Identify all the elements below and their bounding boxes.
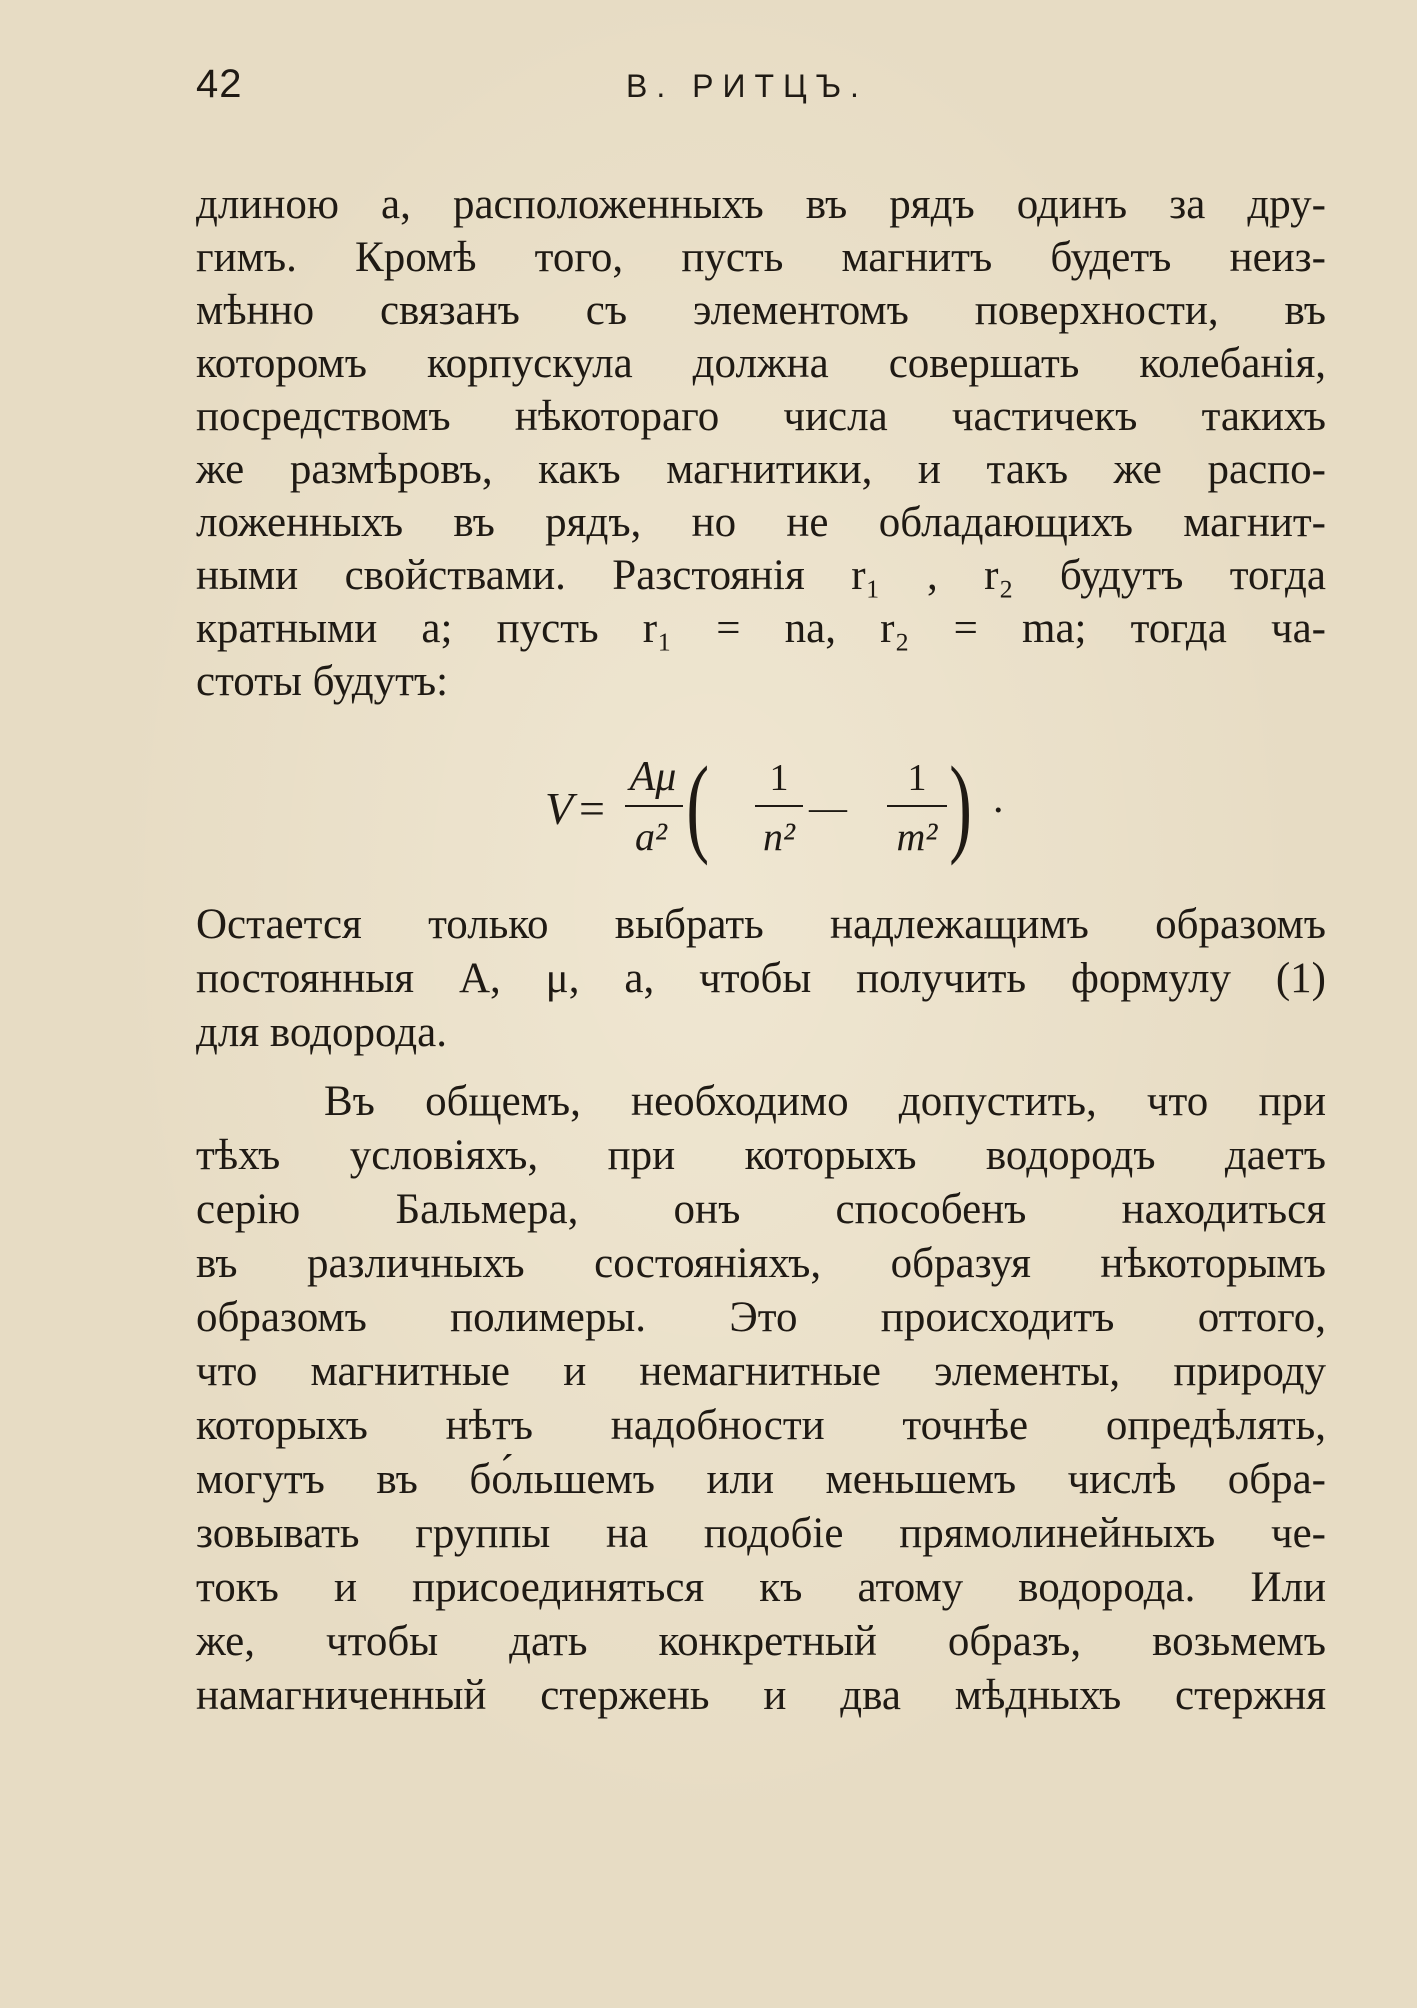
formula-coef-denominator: a²: [635, 814, 667, 859]
text-line: въ различныхъ состояніяхъ, образуя нѣкоторымъ: [196, 1240, 1326, 1287]
page-header: [196, 62, 1326, 122]
text-line: ложенныхъ въ рядъ, но не обладающихъ магнит-: [196, 499, 1326, 546]
text-line: зовывать группы на подобіе прямолинейныхъ че-: [196, 1510, 1326, 1557]
text-line: Въ общемъ, необходимо допустить, что при: [324, 1078, 1326, 1125]
formula-left-paren: (: [686, 743, 710, 867]
text-line: намагниченный стержень и два мѣдныхъ стержня: [196, 1672, 1326, 1719]
formula-term2-numerator: 1: [907, 757, 927, 799]
text-line: могутъ въ бо́льшемъ или меньшемъ числѣ обра-: [196, 1456, 1326, 1503]
formula-term1-denominator: n²: [763, 814, 795, 859]
text-line: гимъ. Кромѣ того, пусть магнитъ будетъ неиз-: [196, 234, 1326, 281]
text-line: посредствомъ нѣкотораго числа частичекъ такихъ: [196, 393, 1326, 440]
formula-right-paren: ): [949, 743, 972, 867]
formula-coef-numerator: Aμ: [629, 754, 677, 800]
text-line: для водорода.: [196, 1009, 447, 1056]
formula-period: .: [993, 776, 1004, 822]
text-line: постоянныя A, μ, a, чтобы получить формулу (1): [196, 955, 1326, 1002]
running-head: В. РИТЦЪ.: [626, 68, 868, 104]
formula-minus: —: [809, 787, 847, 829]
text-line: которомъ корпускула должна совершать колебанія,: [196, 340, 1326, 387]
text-line: что магнитные и немагнитные элементы, природу: [196, 1348, 1326, 1395]
formula-lhs: V: [545, 783, 574, 834]
frequency-formula: [545, 742, 1015, 872]
text-line: ными свойствами. Разстоянія r₁ , r₂ будутъ тогда: [196, 552, 1326, 599]
formula-equals: =: [579, 783, 605, 834]
text-line: кратными a; пусть r₁ = na, r₂ = ma; тогда ча-: [196, 605, 1326, 652]
text-line: мѣнно связанъ съ элементомъ поверхности, въ: [196, 287, 1326, 334]
text-line: стоты будутъ:: [196, 658, 449, 705]
page-number: 42: [196, 62, 243, 106]
text-line: же, чтобы дать конкретный образъ, возьмемъ: [196, 1618, 1326, 1665]
text-line: токъ и присоединяться къ атому водорода. Или: [196, 1564, 1326, 1611]
formula-term2-denominator: m²: [896, 814, 938, 859]
text-line: тѣхъ условіяхъ, при которыхъ водородъ даетъ: [196, 1132, 1326, 1179]
text-line: Остается только выбрать надлежащимъ образомъ: [196, 901, 1326, 948]
text-line: которыхъ нѣтъ надобности точнѣе опредѣлять,: [196, 1402, 1326, 1449]
text-line: серію Бальмера, онъ способенъ находиться: [196, 1186, 1326, 1233]
text-line: же размѣровъ, какъ магнитики, и такъ же распо-: [196, 446, 1326, 493]
text-line: образомъ полимеры. Это происходитъ оттого,: [196, 1294, 1326, 1341]
text-line: длиною a, расположенныхъ въ рядъ одинъ за дру-: [196, 181, 1326, 228]
formula-term1-numerator: 1: [769, 757, 789, 799]
